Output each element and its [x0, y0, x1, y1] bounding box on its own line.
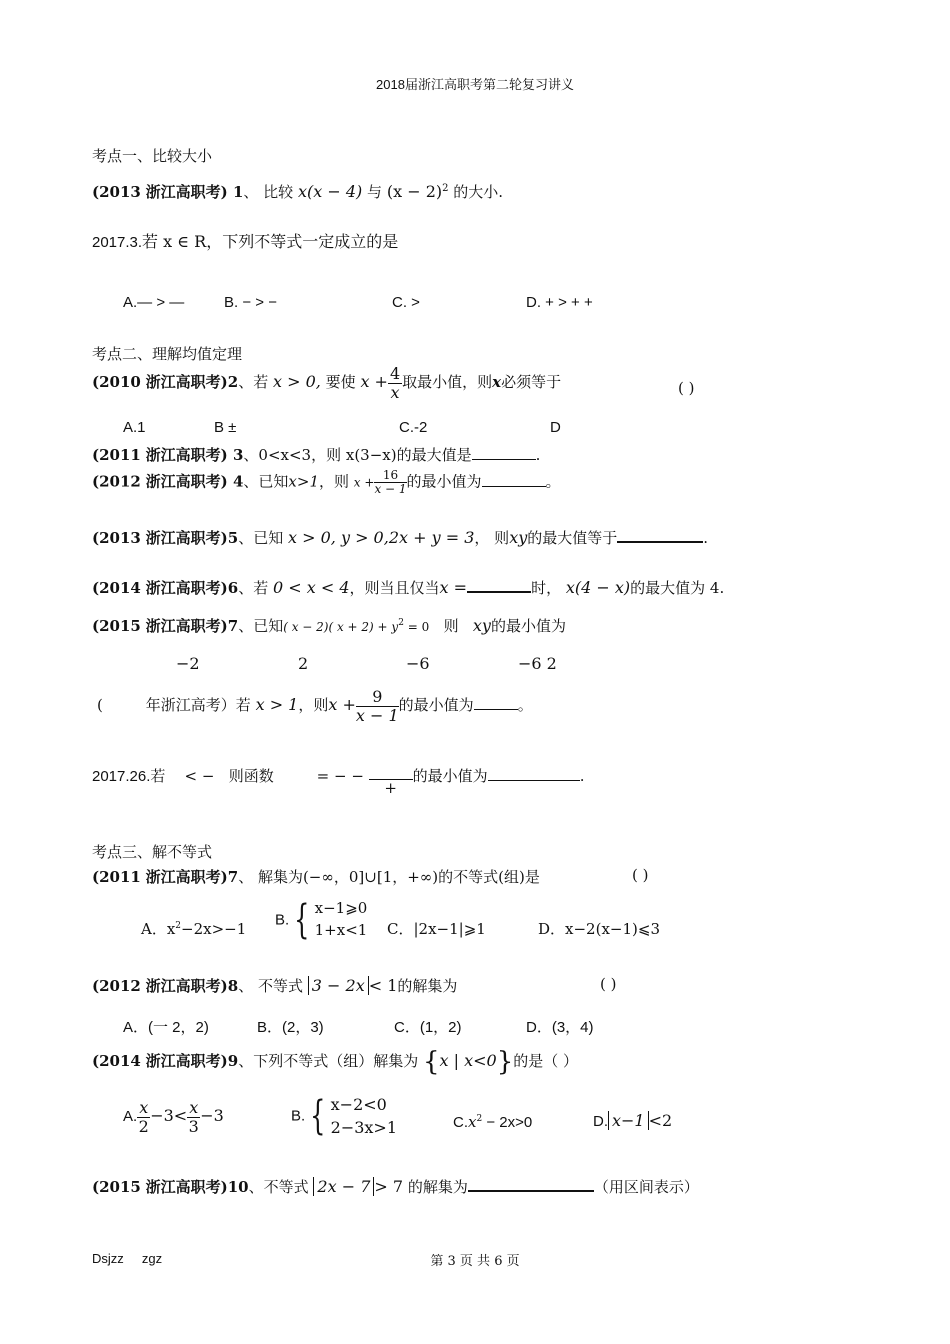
question-2015-7: (2015 浙江高职考)7、已知( x − 2)( $x + 2) + y^2 = 0$ 则 xy的最小值为 — [92, 616, 566, 635]
option-c: C.-2 — [399, 419, 428, 436]
option-a: A．$x^2-2x>-1$ — [141, 920, 247, 938]
question-2013-5: (2013 浙江高职考)5、已知 x > 0, y > 0,2x + y = 3， 则xy的最大值等于 . — [92, 528, 709, 547]
option-c: $C.x^2 - 2x>0$ — [453, 1113, 533, 1131]
answer-blank — [488, 766, 580, 781]
question-2017-3: 2017.3.若 x ∈ R，下列不等式一定成立的是 — [92, 232, 399, 251]
option-b: B ± — [214, 419, 237, 436]
question-2011-7: (2011 浙江高职考)7、 解集为(−∞，0]∪[1，+∞)的不等式(组)是 ( ) — [92, 866, 649, 886]
footer-left: Dsjzz zgz — [92, 1251, 163, 1266]
options-2014-9 — [123, 1093, 723, 1153]
options-2011-7 — [141, 898, 701, 954]
option-d: D. + > + + — [526, 294, 593, 311]
page-header: 2018届浙江高职考第二轮复习讲义 — [376, 77, 574, 92]
answer-blank — [468, 1176, 594, 1192]
option-d: D. x−1 <2 — [593, 1111, 673, 1130]
question-2013-1: (2013 浙江高职考) 1、 比较 x(x − 4) 与 $(x - 2)^2$ 的大小. — [92, 182, 504, 201]
option-b: B. { x−1⩾0 1+x<1 — [275, 896, 368, 943]
question-2014-6: (2014 浙江高职考)6、若 0 < x < 4，则当且仅当x = 时， x(4 − x)的最大值为 4. — [92, 578, 725, 597]
question-2017-26: 2017.26.若 < − 则函数 = − − + 的最小值为 . — [92, 767, 585, 797]
question-2012-8: (2012 浙江高职考)8、 不等式 3 − 2x < 1的解集为 ( ) — [92, 975, 617, 995]
option-c: −6 — [406, 654, 430, 673]
option-d: D．(3，4) — [526, 1019, 594, 1036]
answer-blank — [482, 472, 546, 487]
option-a: −2 — [176, 654, 200, 673]
option-a: A．(一 2，2) — [123, 1019, 209, 1036]
option-c: C．(1，2) — [394, 1019, 462, 1036]
option-c: C．|2x−1|⩾1 — [387, 920, 486, 938]
answer-blank — [467, 577, 531, 593]
answer-blank — [472, 445, 536, 460]
section-title-3: 考点三、解不等式 — [92, 843, 213, 861]
option-d: D — [550, 419, 561, 436]
option-a: A. $\frac{x}{2}$ −3< $\frac{x}{3}$ −3 — [123, 1098, 224, 1136]
option-b: B. − > − — [224, 294, 277, 311]
option-d: D．x−2(x−1)⩽3 — [538, 920, 660, 938]
answer-blank — [474, 695, 518, 710]
option-d: −6 2 — [518, 654, 557, 673]
option-a: A.1 — [123, 419, 146, 436]
question-2011-3: (2011 浙江高职考) 3、0<x<3，则 x(3−x)的最大值是 . — [92, 446, 541, 464]
question-2015-10: (2015 浙江高职考)10、不等式 2x − 7 > 7 的解集为 （用区间表示） — [92, 1177, 699, 1196]
section-title-2: 考点二、理解均值定理 — [92, 345, 243, 363]
option-b: B. { x−2<0 2−3x>1 — [291, 1093, 398, 1140]
option-a: A.— > — — [123, 294, 185, 311]
option-b: 2 — [298, 654, 309, 673]
option-c: C. > — [392, 294, 420, 311]
answer-blank — [617, 527, 703, 543]
page-number: 第 3 页 共 6 页 — [430, 1254, 520, 1269]
section-title-1: 考点一、比较大小 — [92, 147, 213, 165]
question-2010-2: (2010 浙江高职考)2、若 x > 0, 要使 x + $\frac{4}{x}$ 取最小值，则x必须等于 ( ) — [92, 364, 695, 402]
question-zhejiang: ( 年浙江高考）若 x > 1，则x + $\frac{9}{x - 1}$ 的最小值为 。 — [97, 687, 533, 725]
question-2012-4: (2012 浙江高职考) 4、已知x>1，则 x + $\frac{16}{x - 1}$ 的最小值为 。 — [92, 468, 561, 497]
question-2014-9: (2014 浙江高职考)9、下列不等式（组）解集为 {x | x<0}的是（ ） — [92, 1047, 579, 1077]
option-b: B．(2，3) — [257, 1019, 324, 1036]
